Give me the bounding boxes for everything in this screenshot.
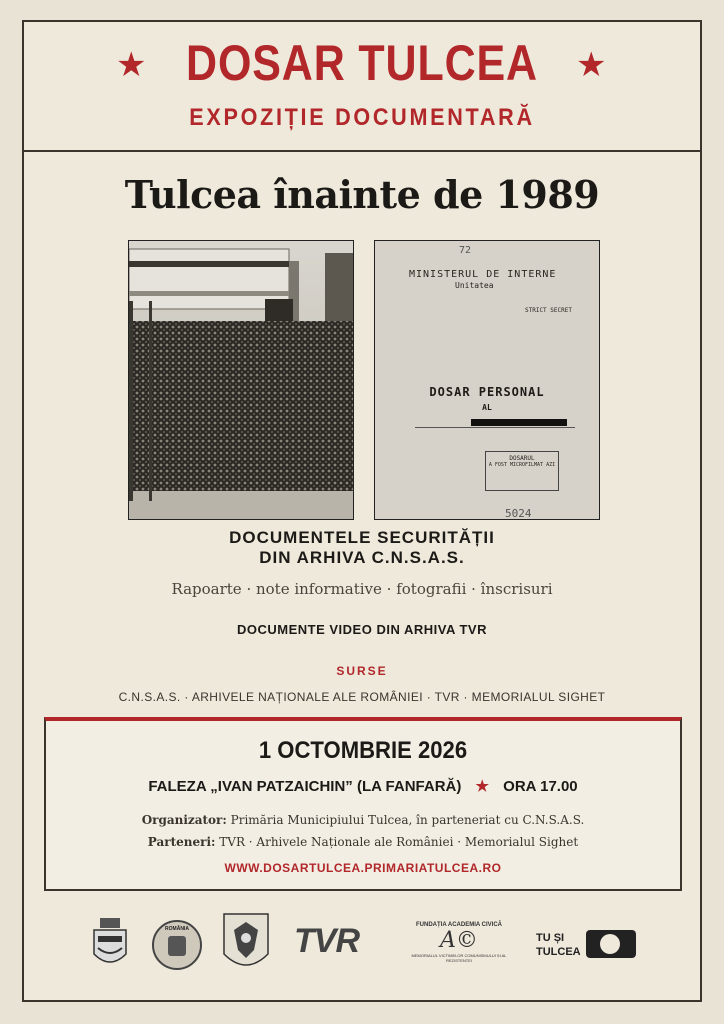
poster-subtitle: EXPOZIȚIE DOCUMENTARĂ bbox=[189, 104, 535, 131]
tulcea-label: TULCEA bbox=[536, 946, 581, 958]
microfilm-stamp bbox=[485, 451, 559, 491]
sources-list: C.N.S.A.S. · ARHIVELE NAȚIONALE ALE ROMÂNIEI · TVR · MEMORIALUL SIGHET bbox=[118, 690, 606, 704]
academia-label: FUNDAȚIA ACADEMIA CIVICĂ bbox=[416, 922, 502, 928]
stamp-line-1: DOSARUL bbox=[509, 455, 535, 462]
tu-si-tulcea-logo bbox=[534, 928, 644, 968]
page-heading: Tulcea înainte de 1989 bbox=[124, 172, 600, 217]
sources-label: SURSE bbox=[336, 664, 388, 678]
romania-seal-label: ROMÂNIA bbox=[165, 926, 189, 932]
tu-si-label: TU ȘI bbox=[536, 932, 565, 944]
crowd-photo-image bbox=[129, 241, 353, 519]
redacted-bar bbox=[471, 419, 567, 426]
event-date: 1 OCTOMBRIE 2026 bbox=[258, 737, 468, 764]
star-icon: ★ bbox=[576, 46, 607, 84]
dossier-ministry: MINISTERUL DE INTERNE bbox=[409, 269, 557, 280]
organizer-label: Organizator: bbox=[141, 813, 227, 827]
dossier-secret: STRICT SECRET bbox=[525, 307, 572, 314]
poster-title: DOSAR TULCEA bbox=[186, 35, 538, 91]
event-box bbox=[44, 717, 682, 891]
video-docs: DOCUMENTE VIDEO DIN ARHIVA TVR bbox=[237, 622, 487, 637]
dossier-corner-number: 72 bbox=[459, 245, 472, 256]
dossier-title: DOSAR PERSONAL bbox=[429, 385, 545, 399]
stamp-line-2: A FOST MICROFILMAT AZI bbox=[488, 462, 556, 468]
tulcea-coat-of-arms-icon bbox=[88, 914, 132, 974]
memorial-label: MEMORIALUL VICTIMELOR COMUNISMULUI ȘI AL REZISTENȚEI bbox=[411, 953, 507, 963]
academia-civica-logo: FUNDAȚIA ACADEMIA CIVICĂ A© MEMORIALUL VICTIMELOR COMUNISMULUI ȘI AL REZISTENȚEI bbox=[404, 922, 514, 972]
dossier-photo bbox=[374, 240, 600, 520]
dossier-number: 5024 bbox=[505, 507, 532, 520]
dossier-al: AL bbox=[482, 403, 492, 412]
star-icon: ★ bbox=[475, 778, 489, 795]
poster-frame bbox=[22, 20, 702, 1002]
docs-line-1: DOCUMENTELE SECURITĂȚII bbox=[229, 528, 495, 547]
tvr-logo: TVR bbox=[294, 922, 359, 960]
event-time: ORA 17.00 bbox=[503, 778, 578, 795]
eagle-coat-of-arms-icon bbox=[220, 910, 272, 978]
partners-row bbox=[46, 835, 680, 849]
star-icon: ★ bbox=[116, 46, 147, 84]
partners-label: Parteneri: bbox=[147, 835, 216, 849]
docs-types: Rapoarte · note informative · fotografii · înscrisuri bbox=[171, 580, 553, 598]
organizer-text: Primăria Municipiului Tulcea, în parteneriat cu C.N.S.A.S. bbox=[230, 813, 585, 827]
partners-text: TVR · Arhivele Naționale ale României · Memorialul Sighet bbox=[219, 835, 579, 849]
event-place: FALEZA „IVAN PATZAICHIN” (LA FANFARĂ) bbox=[148, 778, 462, 795]
docs-line-2: DIN ARHIVA C.N.S.A.S. bbox=[259, 548, 465, 567]
poster-header bbox=[24, 22, 700, 152]
crowd-photo bbox=[128, 240, 354, 520]
organizer-row bbox=[46, 813, 680, 827]
website-link[interactable]: WWW.DOSARTULCEA.PRIMARIATULCEA.RO bbox=[224, 861, 502, 875]
romania-seal-icon bbox=[152, 920, 202, 970]
event-location-row bbox=[46, 777, 680, 795]
partner-logos bbox=[24, 902, 700, 982]
dossier-underline bbox=[415, 427, 575, 428]
dossier-unit: Unitatea bbox=[455, 281, 494, 290]
